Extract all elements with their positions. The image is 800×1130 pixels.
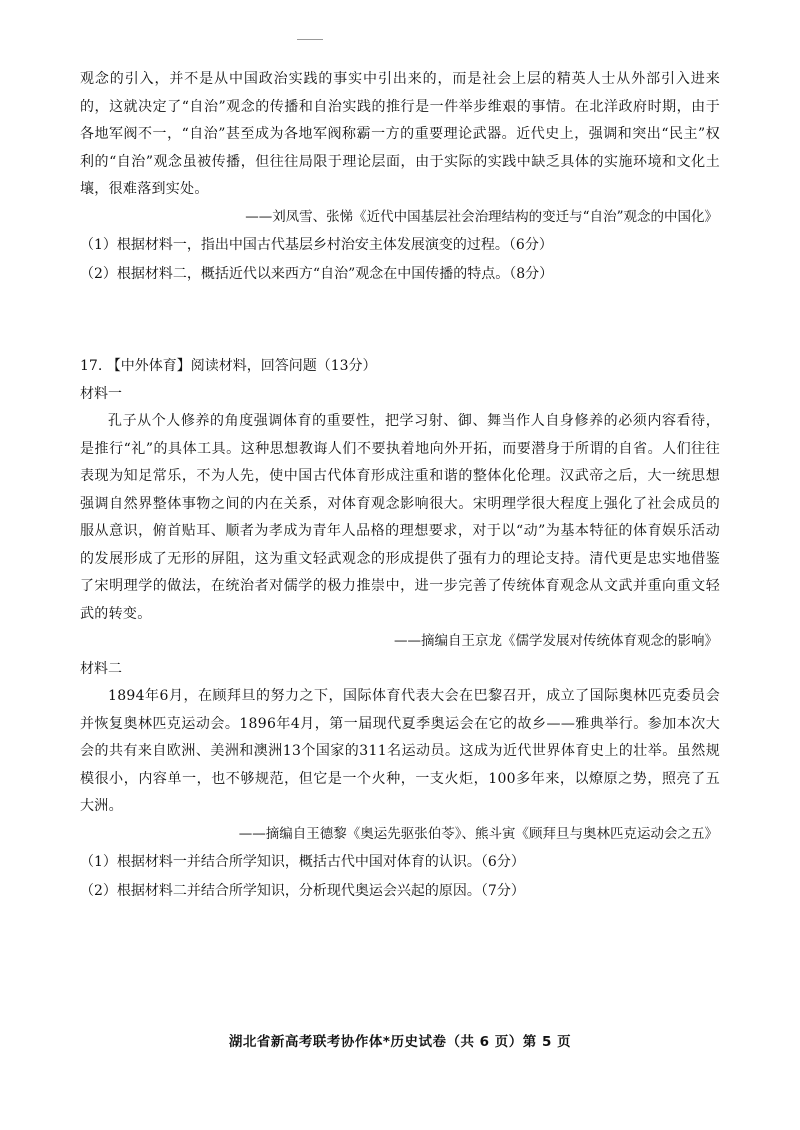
page-footer: 湖北省新高考联考协作体*历史试卷（共 6 页）第 5 页 (228, 1034, 572, 1050)
section-material-excerpt (80, 66, 720, 289)
material-citation: ——刘凤雪、张悌《近代中国基层社会治理结构的变迁与“自治”观念的中国化》 (245, 208, 718, 225)
material-2-label: 材料二 (80, 661, 122, 677)
question-17-1: （1）根据材料一并结合所学知识，概括古代中国对体育的认识。（6分） (80, 853, 525, 870)
material-paragraph: 观念的引入，并不是从中国政治实践的事实中引出来的，而是社会上层的精英人士从外部引入进来的，这就决定了“自治”观念的传播和自治实践的推行是一件举步维艰的事情。在北洋政府时期，由于各地军阀不一，“自治”甚至成为各地军阀称霸一方的重要理论武器。近代史上，强调和突出“民主”权利的“自治”观念虽被传播，但往往局限于理论层面，由于实际的实践中缺乏具体的实施环境和文化土壤，很难落到实处。 (80, 71, 720, 197)
material-1-citation: ——摘编自王京龙《儒学发展对传统体育观念的影响》 (394, 633, 718, 649)
material-1-paragraph: 孔子从个人修养的角度强调体育的重要性，把学习射、御、舞当作人自身修养的必须内容看待，是推行“礼”的具体工具。这种思想教诲人们不要执着地向外开拓，而要潜身于所谓的自省。人们往往表现为知足常乐，不为人先，使中国古代体育形成注重和谐的整体化伦理。汉武帝之后，大一统思想强调自然界整体事物之间的内在关系，对体育观念影响很大。宋明理学很大程度上强化了社会成员的服从意识，俯首贴耳、顺者为孝成为青年人品格的理想要求，对于以“动”为基本特征的体育娱乐活动的发展形成了无形的屏阻，这为重文轻武观念的形成提供了强有力的理论支持。清代更是忠实地借鉴了宋明理学的做法，在统治者对儒学的极力推崇中，进一步完善了传统体育观念从文武并重向重文轻武的转变。 (80, 413, 720, 622)
question-1: （1）根据材料一，指出中国古代基层乡村治安主体发展演变的过程。（6分） (80, 236, 553, 253)
section-question-17 (80, 352, 720, 906)
question-title: 17. 【中外体育】阅读材料，回答问题（13分） (80, 358, 377, 374)
scan-mark (297, 39, 323, 40)
material-1-label: 材料一 (80, 386, 122, 402)
material-2-paragraph: 1894年6月，在顾拜旦的努力之下，国际体育代表大会在巴黎召开，成立了国际奥林匹克委员会并恢复奥林匹克运动会。1896年4月，第一届现代夏季奥运会在它的故乡——雅典举行。参加本次大会的共有来自欧洲、美洲和澳洲13个国家的311名运动员。这成为近代世界体育史上的壮举。虽然规模很小，内容单一，也不够规范，但它是一个火种，一支火炬，100多年来，以燎原之势，照亮了五大洲。 (80, 688, 720, 814)
question-2: （2）根据材料二，概括近代以来西方“自治”观念在中国传播的特点。（8分） (80, 265, 554, 282)
material-2-citation: ——摘编自王德黎《奥运先驱张伯苓》、熊斗寅《顾拜旦与奥林匹克运动会之五》 (238, 825, 718, 842)
question-17-2: （2）根据材料二并结合所学知识，分析现代奥运会兴起的原因。（7分） (80, 882, 525, 899)
